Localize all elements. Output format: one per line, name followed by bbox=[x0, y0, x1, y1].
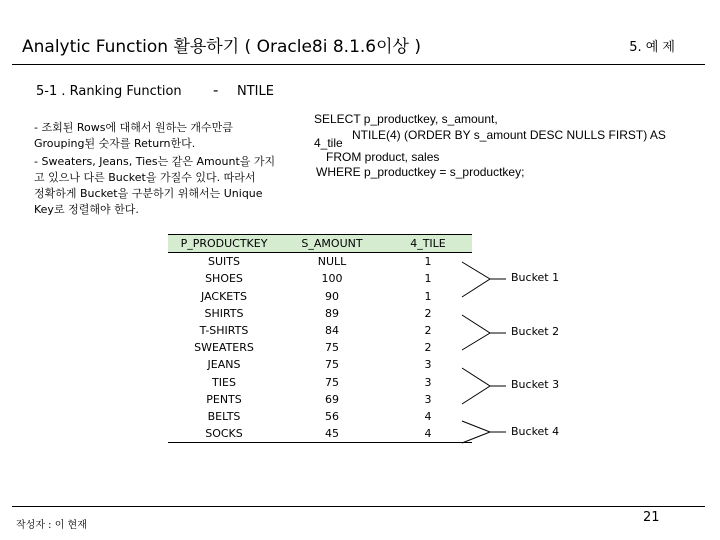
table-cell: SHIRTS bbox=[204, 306, 244, 320]
bottom-divider bbox=[12, 506, 705, 507]
sql-line-where: WHERE p_productkey = s_productkey; bbox=[316, 165, 525, 179]
table-cell: 3 bbox=[424, 392, 432, 406]
note-explanation: - Sweaters, Jeans, Ties는 같은 Amount을 가지 고 있으나 다른 Bucket을 가질수 있다. 따라서 정확하게 Bucket을 구분하기 위해서는 Unique Key로 정렬해야 한다. bbox=[34, 155, 276, 216]
table-cell: 3 bbox=[424, 375, 432, 389]
table-cell: 4 bbox=[424, 409, 432, 423]
table-cell: 45 bbox=[280, 425, 384, 443]
bucket-4-label: Bucket 4 bbox=[511, 425, 560, 438]
note-description: - 조회된 Rows에 대해서 원하는 개수만큼 Grouping된 숫자를 Return한다. bbox=[34, 121, 233, 150]
table-cell: 3 bbox=[424, 358, 432, 372]
column-header: P_PRODUCTKEY bbox=[168, 235, 280, 253]
table-cell: 75 bbox=[325, 375, 339, 389]
sql-line-alias: 4_tile bbox=[314, 136, 343, 150]
table-cell: 2 bbox=[424, 341, 432, 355]
column-header: S_AMOUNT bbox=[280, 235, 384, 253]
page-title: Analytic Function 활용하기 ( Oracle8i 8.1.6이상 ) bbox=[22, 37, 421, 57]
table-cell: NULL bbox=[317, 255, 347, 269]
table-cell: 100 bbox=[321, 272, 343, 286]
table-cell: JEANS bbox=[207, 358, 241, 372]
table-cell: SHOES bbox=[205, 272, 243, 286]
section-label: 5. 예 제 bbox=[629, 40, 675, 55]
table-cell: 2 bbox=[424, 306, 432, 320]
sql-line-from: FROM product, sales bbox=[326, 150, 440, 164]
table-cell: 4 bbox=[384, 425, 472, 443]
bucket-4-bracket bbox=[462, 421, 490, 443]
table-cell: BELTS bbox=[207, 409, 241, 423]
table-cell: 75 bbox=[325, 358, 339, 372]
table-cell: 90 bbox=[325, 289, 339, 303]
author-label: 작성자 : 이 현재 bbox=[16, 520, 87, 531]
table-cell: PENTS bbox=[206, 392, 242, 406]
table-cell: 89 bbox=[325, 306, 339, 320]
table-cell: SOCKS bbox=[168, 425, 280, 443]
sql-line-select: SELECT p_productkey, s_amount, bbox=[314, 112, 498, 126]
bucket-1-label: Bucket 1 bbox=[511, 271, 560, 284]
bucket-1-bracket bbox=[462, 262, 490, 297]
table-cell: 1 bbox=[424, 255, 432, 269]
page-number: 21 bbox=[643, 510, 660, 525]
bucket-3-bracket bbox=[462, 368, 490, 404]
table-cell: TIES bbox=[212, 375, 236, 389]
table-cell: 2 bbox=[424, 324, 432, 338]
table-cell: SWEATERS bbox=[194, 341, 254, 355]
bucket-2-label: Bucket 2 bbox=[511, 325, 560, 338]
table-cell: 1 bbox=[424, 272, 432, 286]
table-cell: T-SHIRTS bbox=[199, 324, 249, 338]
bucket-2-bracket bbox=[462, 315, 490, 350]
table-cell: 56 bbox=[325, 409, 339, 423]
table-cell: SUITS bbox=[208, 255, 240, 269]
table-cell: 69 bbox=[325, 392, 339, 406]
bucket-3-label: Bucket 3 bbox=[511, 378, 560, 391]
subtitle-function-name: NTILE bbox=[237, 84, 274, 99]
sql-line-ntile: NTILE(4) (ORDER BY s_amount DESC NULLS FIRST) AS bbox=[352, 128, 666, 142]
table-cell: 1 bbox=[424, 289, 432, 303]
table-cell: 75 bbox=[325, 341, 339, 355]
subtitle-dash: - bbox=[213, 81, 219, 99]
table-cell: JACKETS bbox=[201, 289, 247, 303]
subtitle-number: 5-1 . Ranking Function bbox=[36, 84, 182, 99]
column-header: 4_TILE bbox=[384, 235, 472, 253]
table-cell: 84 bbox=[325, 324, 339, 338]
